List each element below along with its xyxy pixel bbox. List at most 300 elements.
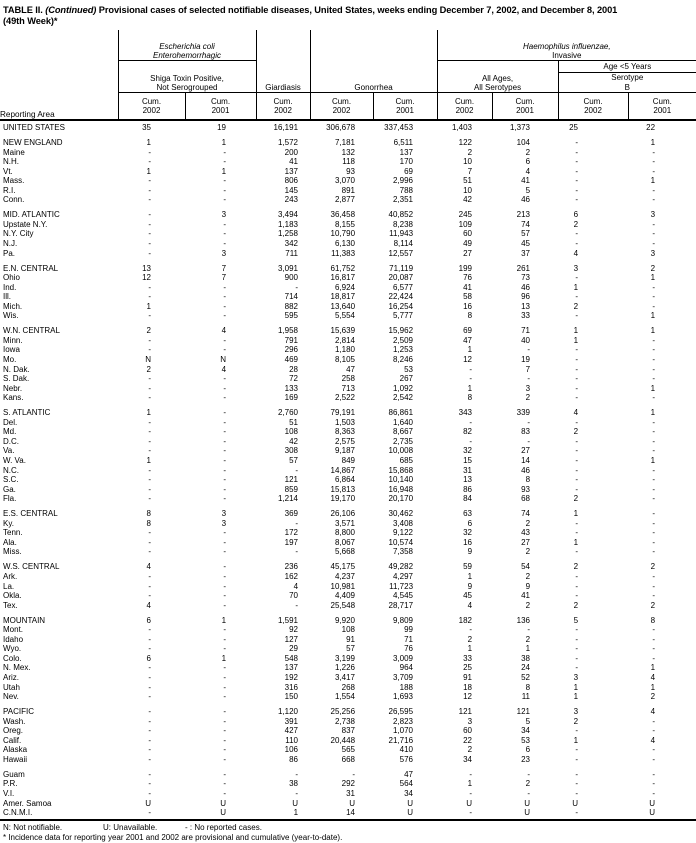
value-cell: 292 xyxy=(341,779,356,789)
value-cell: 22 xyxy=(646,123,656,132)
value-cell: 71,119 xyxy=(389,263,414,273)
value-cell: 8 xyxy=(146,518,151,528)
value-cell: 162 xyxy=(284,572,299,582)
value-cell: - xyxy=(223,644,227,654)
value-cell: - xyxy=(652,436,656,446)
col-header-ecoli-cum2001: Cum. 2001 xyxy=(185,93,256,121)
value-cell: 1,503 xyxy=(334,417,356,427)
value-cell: - xyxy=(148,735,151,745)
value-cell: 1 xyxy=(525,644,531,654)
value-cell: 59 xyxy=(463,562,473,572)
value-cell: 25,256 xyxy=(330,707,356,717)
value-cell: - xyxy=(575,581,579,591)
value-cell: 685 xyxy=(399,456,414,465)
value-cell: - xyxy=(148,682,151,692)
value-cell: 60 xyxy=(463,229,473,239)
value-cell: 891 xyxy=(341,185,356,195)
value-cell: - xyxy=(652,364,656,374)
value-cell: 2 xyxy=(650,562,656,572)
value-cell: 1,092 xyxy=(392,383,414,393)
value-cell: 11,943 xyxy=(389,229,414,239)
value-cell: 122 xyxy=(458,138,473,148)
table-row xyxy=(0,258,696,273)
table-row xyxy=(0,572,696,582)
value-cell: 58 xyxy=(463,292,473,302)
value-cell: - xyxy=(223,692,227,702)
reporting-area-cell: W.N. CENTRAL xyxy=(3,326,60,336)
value-cell: - xyxy=(652,581,656,591)
value-cell: - xyxy=(148,754,151,764)
value-cell: - xyxy=(652,789,656,798)
value-cell: - xyxy=(223,436,227,446)
value-cell: - xyxy=(148,537,151,547)
table-title-line2: (49th Week)* xyxy=(3,16,58,26)
reporting-area-cell: Calif. xyxy=(3,735,22,745)
value-cell: 13 xyxy=(142,263,151,273)
value-cell: 3 xyxy=(221,248,227,258)
value-cell: U xyxy=(649,798,656,808)
value-cell: 12 xyxy=(142,273,151,283)
value-cell: 2,814 xyxy=(334,335,356,345)
value-cell: 32 xyxy=(463,446,473,456)
value-cell: 339 xyxy=(516,408,531,418)
table-row xyxy=(0,475,696,485)
value-cell: 859 xyxy=(284,484,299,494)
value-cell: 14,867 xyxy=(330,465,356,475)
value-cell: 54 xyxy=(521,562,531,572)
value-cell: 1 xyxy=(146,456,151,465)
table-row xyxy=(0,418,696,428)
value-cell: - xyxy=(652,229,656,239)
value-cell: 192 xyxy=(284,672,299,682)
value-cell: N xyxy=(145,355,151,365)
value-cell: 23 xyxy=(521,754,531,764)
value-cell: - xyxy=(437,808,492,820)
value-cell: 132 xyxy=(341,147,356,157)
value-cell: 8,155 xyxy=(334,219,356,229)
value-cell: - xyxy=(223,176,227,186)
value-cell: 71 xyxy=(521,326,531,336)
value-cell: - xyxy=(223,663,227,673)
value-cell: 10 xyxy=(463,157,473,167)
value-cell: 9 xyxy=(525,581,531,591)
footnote-not-notifiable: N: Not notifiable. xyxy=(3,822,63,832)
value-cell: 5 xyxy=(525,716,531,726)
table-row xyxy=(0,229,696,239)
value-cell: 714 xyxy=(284,292,299,302)
value-cell: 51 xyxy=(289,417,299,427)
value-cell: 4,545 xyxy=(392,591,414,601)
value-cell: - xyxy=(148,494,151,504)
table-row xyxy=(0,249,696,259)
value-cell: 19,170 xyxy=(330,494,356,504)
value-cell: 9 xyxy=(467,547,473,557)
reporting-area-cell: N. Mex. xyxy=(3,663,31,673)
value-cell: - xyxy=(652,653,656,663)
value-cell: 76 xyxy=(404,644,414,654)
value-cell: - xyxy=(652,726,656,736)
footnote-legend xyxy=(3,823,696,833)
value-cell: 2,760 xyxy=(277,408,299,418)
value-cell: - xyxy=(148,374,151,384)
value-cell: 7 xyxy=(467,166,473,176)
value-cell: 118 xyxy=(342,157,356,167)
table-row xyxy=(0,745,696,755)
footnote-incidence: * Incidence data for reporting year 2001 and 2002 are provisional and cumulative (year-to-date). xyxy=(3,832,343,842)
value-cell: 9 xyxy=(467,581,473,591)
table-row xyxy=(0,755,696,765)
reporting-area-cell: Miss. xyxy=(3,547,22,557)
value-cell: U xyxy=(220,798,227,808)
value-cell: - xyxy=(652,625,656,635)
value-cell: - xyxy=(223,282,227,292)
value-cell: 6 xyxy=(146,615,151,625)
value-cell: 3,494 xyxy=(277,210,299,220)
value-cell: 427 xyxy=(284,726,299,736)
reporting-area-cell: Mass. xyxy=(3,176,25,186)
value-cell: - xyxy=(575,591,579,601)
value-cell: 1 xyxy=(146,166,151,176)
value-cell: - xyxy=(148,292,151,302)
value-cell: - xyxy=(223,484,227,494)
value-cell: 121 xyxy=(284,475,299,485)
value-cell: - xyxy=(575,754,579,764)
value-cell: - xyxy=(575,465,579,475)
value-cell: 13 xyxy=(463,475,473,485)
value-cell: 15,962 xyxy=(388,326,414,336)
value-cell: - xyxy=(223,147,227,157)
value-cell: 41 xyxy=(289,157,299,167)
value-cell: 1 xyxy=(573,692,579,702)
table-body xyxy=(0,120,696,820)
value-cell: 1 xyxy=(146,138,151,148)
value-cell: 711 xyxy=(285,248,299,258)
value-cell: 84 xyxy=(463,494,473,504)
reporting-area-cell: E.S. CENTRAL xyxy=(3,509,58,519)
value-cell: 1,693 xyxy=(392,692,414,702)
table-row xyxy=(0,601,696,611)
value-cell: 8,246 xyxy=(392,355,414,365)
table-row xyxy=(0,195,696,205)
value-cell: - xyxy=(527,769,531,779)
value-cell: 22 xyxy=(463,735,473,745)
value-cell: 47 xyxy=(463,335,473,345)
value-cell: - xyxy=(652,484,656,494)
value-cell: 6 xyxy=(525,745,531,755)
serotype-b-subheader: Serotype B xyxy=(611,73,644,92)
reporting-area-cell: Ill. xyxy=(3,292,11,302)
value-cell: 188 xyxy=(399,682,414,692)
age-under5-subheader: Age <5 Years xyxy=(558,61,696,73)
shiga-toxin-subheader: Shiga Toxin Positive, Not Serogrouped xyxy=(118,61,256,93)
value-cell: 3,009 xyxy=(392,653,414,663)
value-cell: 20,170 xyxy=(388,494,414,504)
value-cell: 3 xyxy=(573,672,579,682)
value-cell: - xyxy=(469,417,473,427)
table-row xyxy=(0,547,696,557)
value-cell: 849 xyxy=(341,456,356,465)
value-cell: 576 xyxy=(399,754,414,764)
value-cell: 2 xyxy=(525,634,531,644)
value-cell: - xyxy=(295,465,299,475)
value-cell: 3,070 xyxy=(334,176,356,186)
value-cell: 4 xyxy=(650,672,656,682)
value-cell: 7,358 xyxy=(392,547,414,557)
value-cell: - xyxy=(223,185,227,195)
value-cell: - xyxy=(148,185,151,195)
value-cell: - xyxy=(652,769,656,779)
value-cell: - xyxy=(223,634,227,644)
value-cell: 4 xyxy=(650,707,656,717)
value-cell: - xyxy=(223,735,227,745)
value-cell: - xyxy=(223,456,227,465)
value-cell: 4,409 xyxy=(334,591,356,601)
value-cell: 30,462 xyxy=(388,509,414,519)
col-header-ecoli-cum2002: Cum. 2002 xyxy=(118,93,185,121)
value-cell: - xyxy=(148,465,151,475)
value-cell: - xyxy=(527,417,531,427)
table-row xyxy=(0,393,696,403)
value-cell: 2,509 xyxy=(392,335,414,345)
value-cell: - xyxy=(148,726,151,736)
reporting-area-cell: Va. xyxy=(3,446,15,456)
value-cell: 137 xyxy=(399,147,414,157)
value-cell: - xyxy=(575,726,579,736)
table-row xyxy=(0,446,696,456)
value-cell: 83 xyxy=(521,427,531,437)
value-cell: - xyxy=(223,335,227,345)
ecoli-group-header: Escherichia coli Enterohemorrhagic xyxy=(118,30,256,61)
value-cell: 61,752 xyxy=(330,263,356,273)
table-row xyxy=(0,148,696,158)
value-cell: 121 xyxy=(516,707,531,717)
value-cell: 40,852 xyxy=(388,210,414,220)
reporting-area-cell: Md. xyxy=(3,427,17,437)
value-cell: 31 xyxy=(463,465,473,475)
value-cell: 2 xyxy=(573,716,579,726)
value-cell: 1 xyxy=(650,663,656,673)
value-cell: - xyxy=(148,335,151,345)
value-cell: - xyxy=(148,707,151,717)
value-cell: 2 xyxy=(573,219,579,229)
value-cell: 2 xyxy=(573,494,579,504)
value-cell: 14 xyxy=(521,456,531,465)
value-cell: 1,183 xyxy=(277,219,299,229)
value-cell: - xyxy=(575,745,579,755)
value-cell: - xyxy=(575,547,579,557)
value-cell: 245 xyxy=(458,210,473,220)
reporting-area-cell: Ind. xyxy=(3,282,17,292)
value-cell: - xyxy=(148,195,151,205)
value-cell: - xyxy=(652,417,656,427)
table-row xyxy=(0,528,696,538)
value-cell: - xyxy=(223,292,227,302)
value-cell: 267 xyxy=(399,374,414,384)
col-header-gonorrhea-cum2001: Cum. 2001 xyxy=(373,93,437,121)
value-cell: - xyxy=(575,625,579,635)
value-cell: - xyxy=(295,789,299,798)
value-cell: 1 xyxy=(650,311,656,321)
table-row xyxy=(0,692,696,702)
value-cell: 16,817 xyxy=(330,273,356,283)
value-cell: - xyxy=(148,393,151,403)
value-cell: 9,187 xyxy=(334,446,356,456)
value-cell: 127 xyxy=(284,634,299,644)
all-ages-subheader: All Ages, All Serotypes xyxy=(437,61,558,93)
value-cell: 258 xyxy=(341,374,356,384)
table-row xyxy=(0,736,696,746)
value-cell: - xyxy=(652,537,656,547)
value-cell: 564 xyxy=(399,779,414,789)
value-cell: 86,861 xyxy=(388,408,414,418)
value-cell: 15,813 xyxy=(330,484,356,494)
table-row xyxy=(0,717,696,727)
reporting-area-cell: MID. ATLANTIC xyxy=(3,210,60,220)
value-cell: 47 xyxy=(346,364,356,374)
value-cell: - xyxy=(118,808,185,820)
value-cell: - xyxy=(148,528,151,538)
reporting-area-cell: V.I. xyxy=(3,789,15,798)
value-cell: 2 xyxy=(467,634,473,644)
reporting-area-cell: Wyo. xyxy=(3,644,22,654)
value-cell: - xyxy=(527,789,531,798)
value-cell: 96 xyxy=(521,292,531,302)
reporting-area-cell: S. Dak. xyxy=(3,374,30,384)
value-cell: - xyxy=(223,383,227,393)
value-cell: U xyxy=(466,798,473,808)
value-cell: 52 xyxy=(521,672,531,682)
value-cell: 27 xyxy=(521,446,531,456)
reporting-area-cell: Upstate N.Y. xyxy=(3,219,48,229)
value-cell: - xyxy=(469,789,473,798)
value-cell: - xyxy=(652,779,656,789)
value-cell: 82 xyxy=(463,427,473,437)
value-cell: 33 xyxy=(521,311,531,321)
value-cell: 2,735 xyxy=(392,436,414,446)
value-cell: 1 xyxy=(221,615,227,625)
table-row xyxy=(0,625,696,635)
value-cell: 1 xyxy=(221,138,227,148)
value-cell: 45 xyxy=(521,239,531,249)
value-cell: 32 xyxy=(463,528,473,538)
table-title-line1: TABLE II. (Continued) Provisional cases of selected notifiable diseases, United States, weeks ending December 7, 2002, and December 8, 2001 xyxy=(3,5,618,15)
value-cell: - xyxy=(652,518,656,528)
value-cell: - xyxy=(148,219,151,229)
value-cell: 6,511 xyxy=(393,138,414,148)
value-cell: 4 xyxy=(146,562,151,572)
value-cell: 369 xyxy=(284,509,299,519)
value-cell: 71 xyxy=(404,634,414,644)
table-row xyxy=(0,302,696,312)
value-cell: 316 xyxy=(284,682,299,692)
table-row xyxy=(0,644,696,654)
value-cell: 8,667 xyxy=(392,427,414,437)
value-cell: 3 xyxy=(573,263,579,273)
value-cell: - xyxy=(148,282,151,292)
value-cell: 8,363 xyxy=(334,427,356,437)
value-cell: 713 xyxy=(341,383,356,393)
reporting-area-cell: Ky. xyxy=(3,518,14,528)
value-cell: 68 xyxy=(521,494,531,504)
value-cell: - xyxy=(223,754,227,764)
reporting-area-cell: Alaska xyxy=(3,745,28,755)
value-cell: 20,448 xyxy=(330,735,356,745)
table-row xyxy=(0,779,696,789)
reporting-area-cell: Ariz. xyxy=(3,672,19,682)
value-cell: 34 xyxy=(404,789,414,798)
value-cell: 1 xyxy=(467,345,473,355)
value-cell: - xyxy=(223,581,227,591)
value-cell: 199 xyxy=(458,263,473,273)
table-row xyxy=(0,283,696,293)
value-cell: 6 xyxy=(525,157,531,167)
value-cell: 10,790 xyxy=(330,229,356,239)
value-cell: - xyxy=(527,625,531,635)
value-cell: 296 xyxy=(284,345,299,355)
value-cell: 1 xyxy=(573,682,579,692)
value-cell: 36,458 xyxy=(330,210,356,220)
value-cell: 3 xyxy=(525,383,531,393)
value-cell: 60 xyxy=(463,726,473,736)
value-cell: 136 xyxy=(516,615,531,625)
value-cell: 35 xyxy=(142,123,151,132)
value-cell: - xyxy=(223,625,227,635)
value-cell: 1,591 xyxy=(277,615,299,625)
value-cell: 1 xyxy=(650,408,656,418)
value-cell: 8 xyxy=(467,311,473,321)
table-row xyxy=(0,582,696,592)
value-cell: 86 xyxy=(289,754,299,764)
value-cell: - xyxy=(652,374,656,384)
value-cell: 2 xyxy=(525,779,531,789)
value-cell: 38 xyxy=(521,653,531,663)
table-row xyxy=(0,504,696,519)
value-cell: - xyxy=(223,301,227,311)
value-cell: 15,639 xyxy=(330,326,356,336)
table-title xyxy=(0,5,696,27)
reporting-area-cell: Iowa xyxy=(3,345,20,355)
value-cell: 6,130 xyxy=(334,239,356,249)
value-cell: 108 xyxy=(284,427,299,437)
value-cell: 16,948 xyxy=(388,484,414,494)
value-cell: 3,091 xyxy=(277,263,299,273)
reporting-area-cell: Guam xyxy=(3,769,25,779)
table-row xyxy=(0,673,696,683)
value-cell: 2 xyxy=(467,147,473,157)
value-cell: 10,140 xyxy=(388,475,414,485)
value-cell: - xyxy=(148,436,151,446)
value-cell: 213 xyxy=(516,210,531,220)
value-cell: 1,214 xyxy=(277,494,299,504)
value-cell: - xyxy=(223,547,227,557)
value-cell: 70 xyxy=(289,591,299,601)
value-cell: - xyxy=(652,465,656,475)
value-cell: U xyxy=(373,808,437,820)
value-cell: - xyxy=(223,465,227,475)
value-cell: 1 xyxy=(573,282,579,292)
value-cell: 2 xyxy=(525,147,531,157)
value-cell: 34 xyxy=(521,726,531,736)
value-cell: 4 xyxy=(467,600,473,610)
col-header-gonorrhea-cum2002: Cum. 2002 xyxy=(310,93,373,121)
value-cell: 882 xyxy=(284,301,299,311)
value-cell: U xyxy=(292,798,299,808)
value-cell: 4 xyxy=(573,248,579,258)
value-cell: 2 xyxy=(146,364,151,374)
value-cell: 22,424 xyxy=(388,292,414,302)
reporting-area-cell: N.H. xyxy=(3,157,19,167)
value-cell: - xyxy=(575,138,579,148)
